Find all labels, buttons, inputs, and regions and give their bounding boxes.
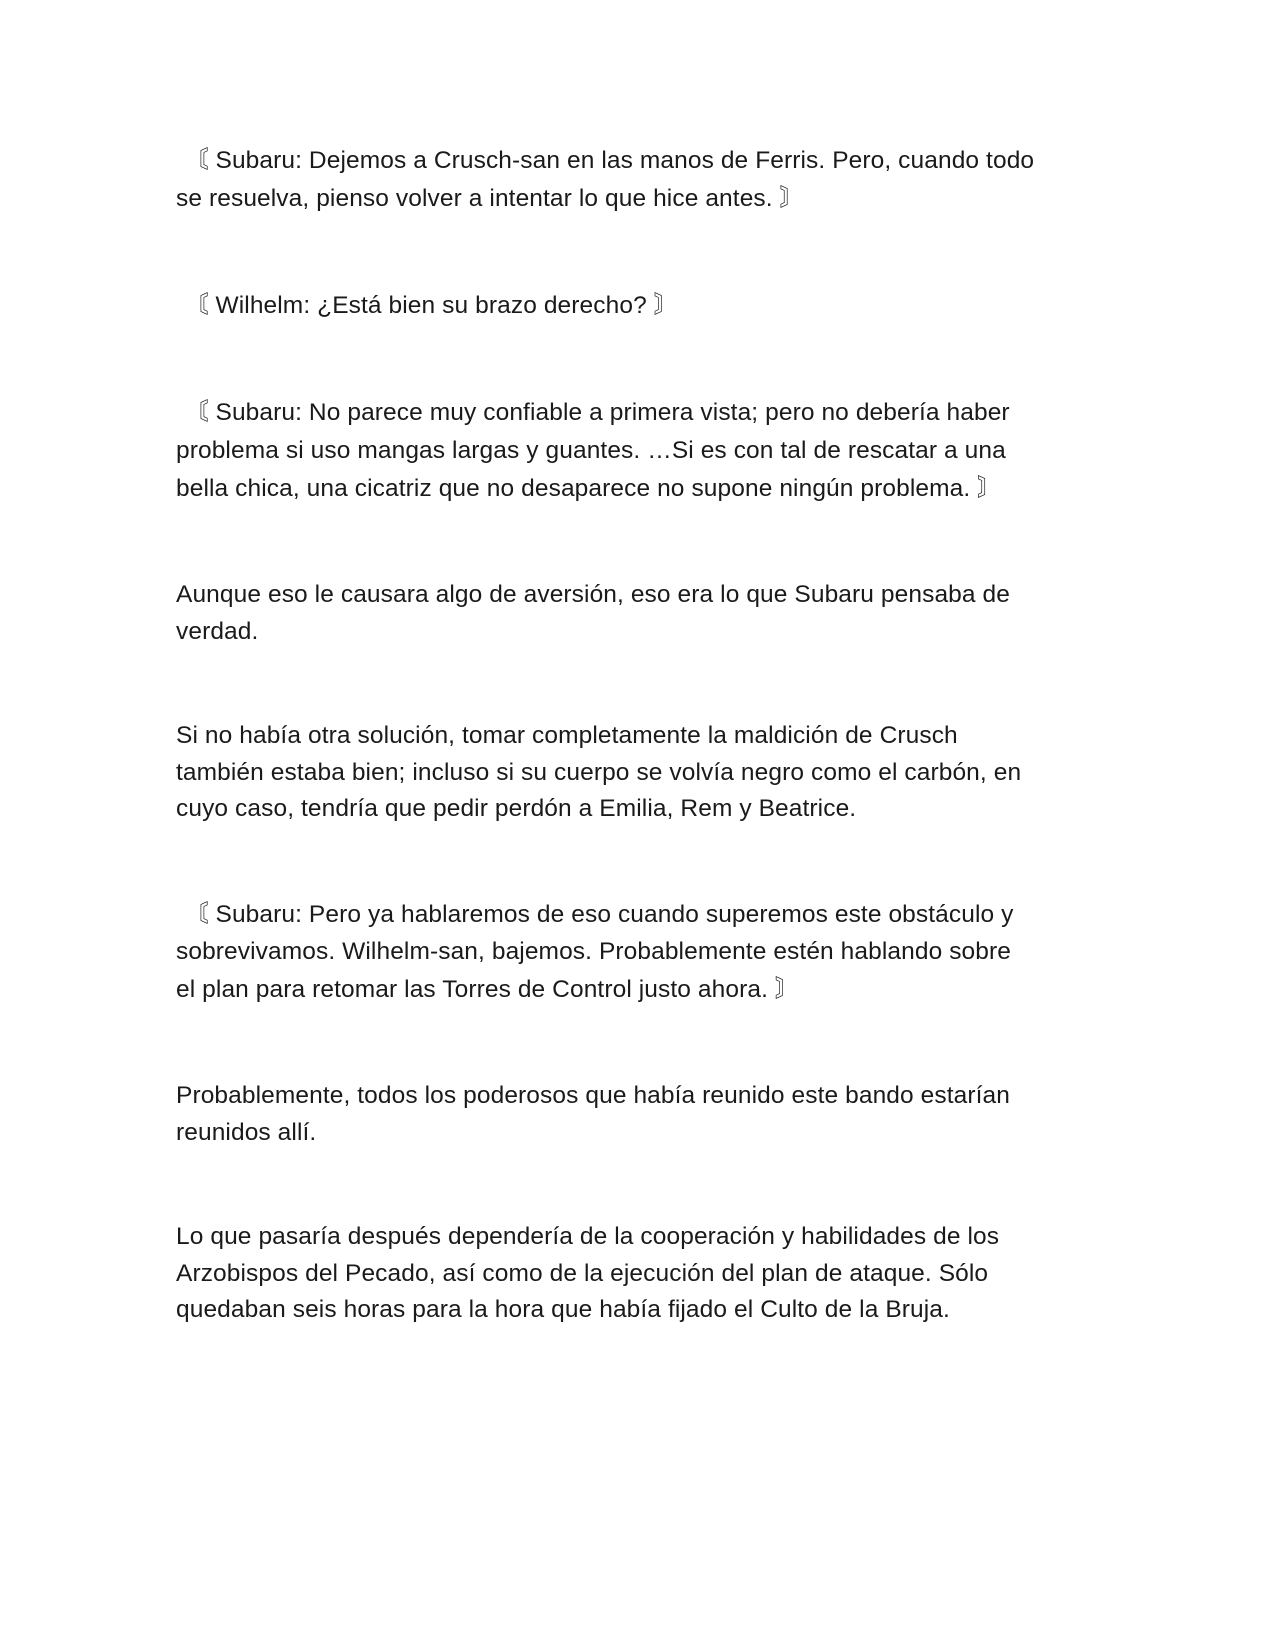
paragraph-1-line-2: se resuelva, pienso volver a intentar lo que hice antes. 〙 bbox=[176, 185, 805, 212]
paragraph-8-line-3: quedaban seis horas para la hora que había fijado el Culto de la Bruja. bbox=[176, 1296, 950, 1323]
paragraph-5-line-3: cuyo caso, tendría que pedir perdón a Emilia, Rem y Beatrice. bbox=[176, 795, 857, 822]
paragraph-7-line-1: Probablemente, todos los poderosos que había reunido este bando estarían bbox=[176, 1082, 1010, 1109]
paragraph-5-line-1: Si no había otra solución, tomar completamente la maldición de Crusch bbox=[176, 722, 958, 749]
paragraph-1-line-1: 〘 Subaru: Dejemos a Crusch-san en las manos de Ferris. Pero, cuando todo bbox=[184, 147, 1035, 174]
paragraph-6-line-2: sobrevivamos. Wilhelm-san, bajemos. Probablemente estén hablando sobre bbox=[176, 938, 1011, 965]
paragraph-2-line-1: 〘 Wilhelm: ¿Está bien su brazo derecho? 〙 bbox=[184, 292, 679, 319]
paragraph-7-line-2: reunidos allí. bbox=[176, 1119, 317, 1146]
paragraph-6-line-3: el plan para retomar las Torres de Control justo ahora. 〙 bbox=[176, 976, 800, 1003]
paragraph-8-line-1: Lo que pasaría después dependería de la cooperación y habilidades de los bbox=[176, 1223, 1000, 1250]
paragraph-3-line-2: problema si uso mangas largas y guantes. …Si es con tal de rescatar a una bbox=[176, 437, 1006, 464]
paragraph-3-line-3: bella chica, una cicatriz que no desaparece no supone ningún problema. 〙 bbox=[176, 475, 1002, 502]
paragraph-5-line-2: también estaba bien; incluso si su cuerpo se volvía negro como el carbón, en bbox=[176, 759, 1022, 786]
paragraph-4-line-1: Aunque eso le causara algo de aversión, eso era lo que Subaru pensaba de bbox=[176, 581, 1010, 608]
paragraph-8-line-2: Arzobispos del Pecado, así como de la ejecución del plan de ataque. Sólo bbox=[176, 1260, 989, 1287]
paragraph-4-line-2: verdad. bbox=[176, 618, 259, 645]
paragraph-3-line-1: 〘 Subaru: No parece muy confiable a primera vista; pero no debería haber bbox=[184, 399, 1010, 426]
paragraph-6-line-1: 〘 Subaru: Pero ya hablaremos de eso cuando superemos este obstáculo y bbox=[184, 901, 1014, 928]
